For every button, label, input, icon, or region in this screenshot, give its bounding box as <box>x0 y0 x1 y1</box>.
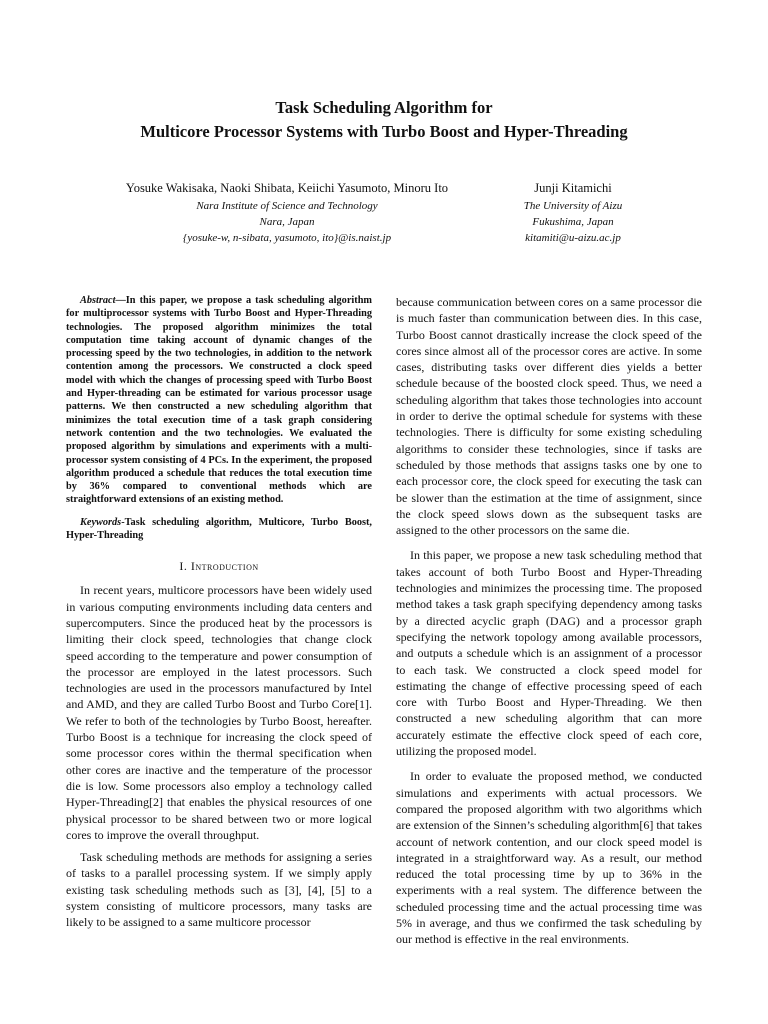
left-column <box>66 294 372 931</box>
author-institution: Nara Institute of Science and Technology <box>196 200 378 212</box>
keywords-label: Keywords <box>80 516 122 528</box>
author-location: Nara, Japan <box>259 216 315 228</box>
author-institution: The University of Aizu <box>523 200 623 212</box>
body-paragraph: Task scheduling methods are methods for assigning a series of tasks to a parallel processing system. If we simply apply existing task scheduling methods such as [3], [4], [5] to a system consisting of multicore processors, many tasks are likely to be assigned to a same multicore processor <box>66 850 372 930</box>
abstract <box>66 294 372 507</box>
paper-title <box>0 96 768 144</box>
body-paragraph: In recent years, multicore processors have been widely used in various computing environments including data centers and supercomputers. Since the produced heat by the processors is limiting their clock speed, technologies that change clock speed according to the temperature and power consumption of the processor are employed in the latest processors. Such technologies are used in the processors manufactured by Intel and AMD, and they are called Turbo Boost and Turbo Core[1]. We refer to both of the technologies by Turbo Boost, hereafter. Turbo Boost is a technique for increasing the clock speed of some processor cores within the thermal specification when other cores are inactive and the temperature of the processor die is low. Some processors also employ a technology called Hyper-Threading[2] that enables the physical resources of one physical processor to be shared between two or more logical cores to improve the overall throughput. <box>66 583 372 842</box>
author-email: kitamiti@u-aizu.ac.jp <box>525 232 621 244</box>
keywords-text: -Task scheduling algorithm, Multicore, Turbo Boost, Hyper-Threading <box>66 516 372 542</box>
author-names: Junji Kitamichi <box>534 181 612 195</box>
body-paragraph: In order to evaluate the proposed method, we conducted simulations and experiments with actual processors. We compared the proposed algorithm with two algorithms which are extension of the Sinnen’s scheduling algorithm[6] that takes account of network contention, and our clock speed model is integrated in a straightforward way. As a result, our method reduced the total processing time by up to 36% in the experiments with a real system. The difference between the scheduled processing time and the actual processing time was 5% in average, and thus we confirmed the task scheduling by our method is effective in the real environments. <box>396 769 702 947</box>
author-names: Yosuke Wakisaka, Naoki Shibata, Keiichi Yasumoto, Minoru Ito <box>125 181 449 195</box>
section-heading-introduction: I. Introduction <box>179 559 259 574</box>
author-block-aizu <box>478 180 668 246</box>
author-block-naist <box>112 180 462 246</box>
author-email: {yosuke-w, n-sibata, yasumoto, ito}@is.naist.jp <box>182 232 392 244</box>
body-paragraph: because communication between cores on a same processor die is much faster than communication between dies. In this case, Turbo Boost cannot drastically increase the clock speed of the cores since almost all of the processor cores are active. In some cases, distributing tasks over different dies yields a better schedule because of the boosted clock speed. Thus, we need a scheduling algorithm that takes those technologies into account in order to derive the optimal schedule for systems with these technologies. There is difficulty for some existing scheduling algorithms to consider these technologies, since if tasks are scheduled by those methods that assigns tasks one by one to each processor core, the clock speed for executing the task can be slower than the estimation at the time of assignment, since the clock speed slows down as the subsequent tasks are assigned to the other processors on the same die. <box>396 295 702 538</box>
right-column <box>396 294 702 948</box>
abstract-text: —In this paper, we propose a task scheduling algorithm for multiprocessor systems with Turbo Boost and Hyper-Threading technologies. The proposed algorithm minimizes the total computation time taking account of dynamic changes of the processing speed by the two technologies, in addition to the network contention among the processors. We constructed a clock speed model with which the changes of processing speed with Turbo Boost and Hyper-threading can be estimated for various processor usage patterns. We then constructed a new scheduling algorithm that minimizes the total execution time of a task graph considering network contention and the two technologies. We evaluated the proposed algorithm by simulations and experiments with a multi-processor system consisting of 4 PCs. In the experiment, the proposed algorithm produced a schedule that reduces the total execution time by 36% compared to conventional methods which are straightforward extensions of an existing method. <box>66 295 372 506</box>
paper-title-line-2: Multicore Processor Systems with Turbo Boost and Hyper-Threading <box>140 122 628 141</box>
keywords <box>66 516 372 543</box>
body-paragraph: In this paper, we propose a new task scheduling method that takes account of both Turbo Boost and Hyper-Threading technologies and minimizes the processing time. The proposed method takes a task graph specifying dependency among tasks by a directed acyclic graph (DAG) and a processor graph specifying the network topology among available processors, and outputs a schedule which is an assignment of a processor to each task. We constructed a clock speed model for estimating the change of effective processing speed of each core with Turbo Boost and Hyper-Threading. We then constructed a new scheduling algorithm that can more accurately estimate the effective clock speed of each core, utilizing the proposed model. <box>396 548 702 759</box>
abstract-label: Abstract <box>80 295 116 306</box>
paper-title-line-1: Task Scheduling Algorithm for <box>275 98 493 117</box>
author-location: Fukushima, Japan <box>532 216 614 228</box>
